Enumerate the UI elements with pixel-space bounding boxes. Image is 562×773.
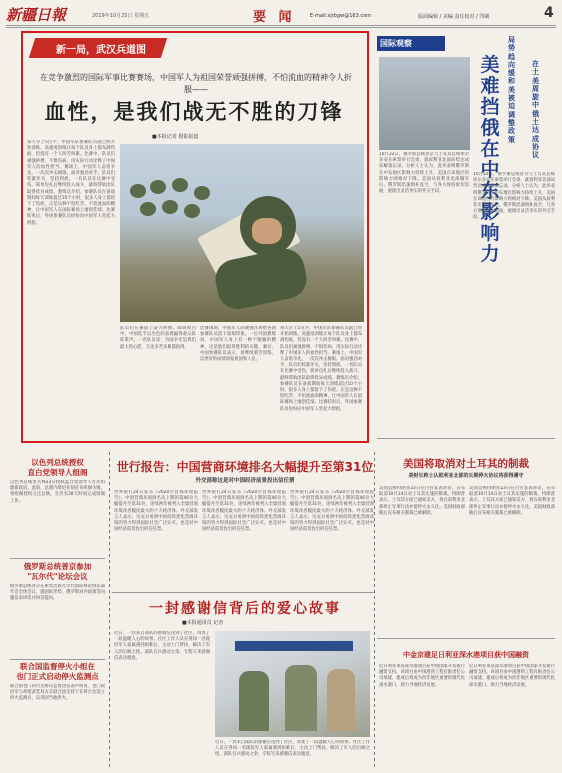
divider [112,592,374,593]
brief-headline-2: 俄罗斯总统普京参加 "瓦尔代"论坛会议 [23,562,92,581]
right-story2-body-2: 尼日利亚莱基深水港项目获中国国家开发银行融资支持。该项目由中国港湾工程有限责任公司承建，建成后将成为西非地区重要的现代化深水港口，助力当地经济发展。 [469,664,555,688]
story2-body-2: 世界银行24日发布《2020年营商环境报告》，中国营商环境排名从上期的第46位大幅提升至第31位，连续两年被列入全球营商环境改善幅度最大的十大经济体。外交部发言人表示，这充分说明中国持续优化营商环境的努力得到国际社会广泛认可，也是对中国经济前景投出的信任票。 [202,490,286,533]
soldier-figure [172,178,188,192]
newspaper-logo: 新疆日報 [6,6,67,24]
header-rule-bottom [6,27,556,28]
story3-photo [215,631,370,737]
soldier-figure [130,184,146,198]
story2-headline: 世行报告：中国营商环境排名大幅提升至第31位 [116,460,374,474]
issue-date: 2019年10月25日 星期五 [92,13,150,19]
story2-body-1: 世界银行24日发布《2020年营商环境报告》，中国营商环境排名从上期的第46位大幅提升至第31位，连续两年被列入全球营商环境改善幅度最大的十大经济体。外交部发言人表示，这充分说明中国持续优化营商环境的努力得到国际社会广泛认可，也是对中国经济前景投出的信任票。 [114,490,198,533]
brief-headline-1: 以色列总统授权 直白党领导人组阁 [27,458,88,477]
kicker-label: 新一局，武汉兵道图 [56,45,146,56]
right-story-subheadline: 美财长称土认叙利亚北部的长期停火协议将获得遵守 [408,473,524,479]
story2-body-3: 世界银行24日发布《2020年营商环境报告》，中国营商环境排名从上期的第46位大幅提升至第31位，连续两年被列入全球营商环境改善幅度最大的十大经济体。外交部发言人表示，这充分说明中国持续优化营商环境的努力得到国际社会广泛认可，也是对中国经济前景投出的信任票。 [290,490,374,533]
divider [10,558,105,559]
story2-subheadline: 外交部称这是对中国经济前景投出信任票 [195,478,295,484]
page-header [0,0,562,28]
analysis-photo [379,57,470,150]
contact-email: E-mail:xjrbgw@163.com [310,13,372,19]
column-divider [109,452,110,768]
right-story-body-1: 美国总统特朗普23日在白宫发表讲话，宣布取消10月14日对土耳其实施的制裁。特朗普表示，土耳其方面已通知美方，将在叙利亚北部停止军事行动并使停火永久化。美国财政部随后宣布相关制裁已被解除。 [379,486,465,516]
person-figure [239,671,269,731]
header-rule [6,25,556,26]
brief-headline-3: 联合国监督停火小组在 也门正式启动停火监测点 [16,662,99,681]
person-figure [285,665,317,731]
page-number: 4 [544,5,554,21]
divider [10,659,105,660]
section-title: 要 闻 [253,10,296,25]
main-story-body-left: 每天早上5点半，中国军队参赛队员就已经开始训练。高强度训练让每个队员身上都布满伤痕，但没有一个人叫苦叫累。比赛中，队员们顽强拼搏，不惧伤病，用实际行动诠释了中国军人的血性担当。赛场上，中国军人奋勇争先，一次次冲击极限。面对强劲对手，队员们咬紧牙关，坚持到底。一名队员在比赛中受伤，简单包扎后继续投入战斗，最终帮助团队取得优异成绩。教练员介绍，参赛队员在备战期间每天训练超过10个小时，很多人身上都留下了伤疤。正是这种不怕吃苦、不怕流血的精神，让中国军人在国际赛场上屡创佳绩。比赛结束后，外国参赛队员纷纷向中国军人竖起大拇指。 [27,140,115,226]
main-story-body-right: 每天早上5点半，中国军队参赛队员就已经开始训练。高强度训练让每个队员身上都布满伤痕，但没有一个人叫苦叫累。比赛中，队员们顽强拼搏，不惧伤病，用实际行动诠释了中国军人的血性担当。赛场上，中国军人奋勇争先，一次次冲击极限。面对强劲对手，队员们咬紧牙关，坚持到底。一名队员在比赛中受伤，简单包扎后继续投入战斗，最终帮助团队取得优异成绩。教练员介绍，参赛队员在备战期间每天训练超过10个小时，很多人身上都留下了伤疤。正是这种不怕吃苦、不怕流血的精神，让中国军人在国际赛场上屡创佳绩。比赛结束后，外国参赛队员纷纷向中国军人竖起大拇指。 [280,326,362,412]
banner-strip [235,641,353,651]
brief-body-2: 俄罗斯总统普京在索契出席瓦尔代国际辩论俱乐部年会全体会议，就国际形势、俄罗斯对外政策等问题发表讲话并回答提问。 [10,584,105,602]
photo-credit: ■本报记者 摄影报道 [152,134,199,140]
analysis-body-1: 10月22日，俄罗斯总统普京与土耳其总统埃尔多安在索契举行会谈，就叙利亚北部局势达成谅解备忘录。分析人士认为，此举表明俄罗斯在中东地区影响力持续上升，美国在该地区的影响力则相对下降。美国从叙利亚北部撤军后，俄罗斯迅速填补真空，与各方保持密切沟通，展现出灵活务实的外交手段。 [379,152,469,195]
brief-body-3: 联合国也门荷台达协议监督团发表声明说，也门政府军与胡塞武装双方在联合国支持下在荷台达设立停火监测点，以巩固当地停火。 [10,684,105,702]
story3-body-1: 近日，一封来自部队的感谢信送到了社区，讲述了一段温暖人心的故事。社区工作人员在得知一名现役军人家属遇到困难后，主动上门帮扶，解决了军人的后顾之忧。部队官兵感动之余，专程写来感谢信表达谢意。 [114,631,210,661]
main-story-body-mid2: 比赛现场，中国军人的顽强作风给各国参赛队员留下深刻印象。一位外国教练说，中国军人身上有一种不服输的精神，这是他们取得胜利的关键。赛后，中国参赛队员表示，将继续刻苦训练，以更好的成绩回报祖国和人民。 [200,326,276,363]
right-story2-headline: 中金京建足日利亚深水港项目获中国融资 [403,651,529,659]
analysis-subtitle-1: 局势趋向缓和美被迫调整政策 [508,36,515,144]
main-story-body-mid: 队员们在赛道上奋力拼搏。障碍项目中，中国选手以出色的表现赢得观众阵阵掌声。一名队员说：为国争光是我们最大的心愿，无论多苦多累都值得。 [120,326,196,350]
person-figure [327,669,355,731]
soldier-figure [162,200,178,214]
column-divider [374,452,375,768]
soldier-figure [150,180,166,194]
story3-headline: 一封感谢信背后的爱心故事 [149,601,341,617]
brief-body-1: 以色列总统里夫林23日授权蓝白党领导人甘茨组建新政府。此前，总理内塔尼亚胡宣布组阁失败，将组阁授权交还总统。甘茨有28天时间完成组阁工作。 [10,480,105,504]
right-story-body-2: 美国总统特朗普23日在白宫发表讲话，宣布取消10月14日对土耳其实施的制裁。特朗普表示，土耳其方面已通知美方，将在叙利亚北部停止军事行动并使停火永久化。美国财政部随后宣布相关制裁已被解除。 [469,486,555,516]
soldier-figure [194,186,210,200]
right-story-headline: 美国将取消对土耳其的制裁 [403,458,529,470]
soldier-face [252,218,282,244]
analysis-subtitle-2: 在土美周旋中俄土达成协议 [532,60,539,160]
divider [377,638,555,639]
analysis-body-2: 10月22日，俄罗斯总统普京与土耳其总统埃尔多安在索契举行会谈，就叙利亚北部局势达成谅解备忘录。分析人士认为，此举表明俄罗斯在中东地区影响力持续上升，美国在该地区的影响力则相对下降。美国从叙利亚北部撤军后，俄罗斯迅速填补真空，与各方保持密切沟通，展现出灵活务实的外交手段。 [473,172,555,221]
story3-body-2: 近日，一封来自部队的感谢信送到了社区，讲述了一段温暖人心的故事。社区工作人员在得知一名现役军人家属遇到困难后，主动上门帮扶，解决了军人的后顾之忧。部队官兵感动之余，专程写来感谢信表达谢意。 [215,740,370,758]
analysis-headline: 美难挡俄在中东影响力 [480,54,500,265]
soldier-figure [184,204,200,218]
main-headline: 血性，是我们战无不胜的刀锋 [44,100,344,124]
soldier-figure [140,202,156,216]
main-photo-soldiers [120,144,364,322]
right-story2-body-1: 尼日利亚莱基深水港项目获中国国家开发银行融资支持。该项目由中国港湾工程有限责任公司承建，建成后将成为西非地区重要的现代化深水港口，助力当地经济发展。 [379,664,465,688]
analysis-banner-label: 国际观察 [380,39,412,48]
editor-credits: 版面编辑 / 美编 责任校对 / 印制 [418,14,490,20]
divider [377,438,555,439]
story3-byline: ■本报通讯员 记者 [182,620,224,626]
lead-paragraph: 在竞争激烈的国际军事比赛赛场，中国军人为祖国荣誉顽强拼搏，不怕流血的精神令人折服—— [40,73,352,94]
